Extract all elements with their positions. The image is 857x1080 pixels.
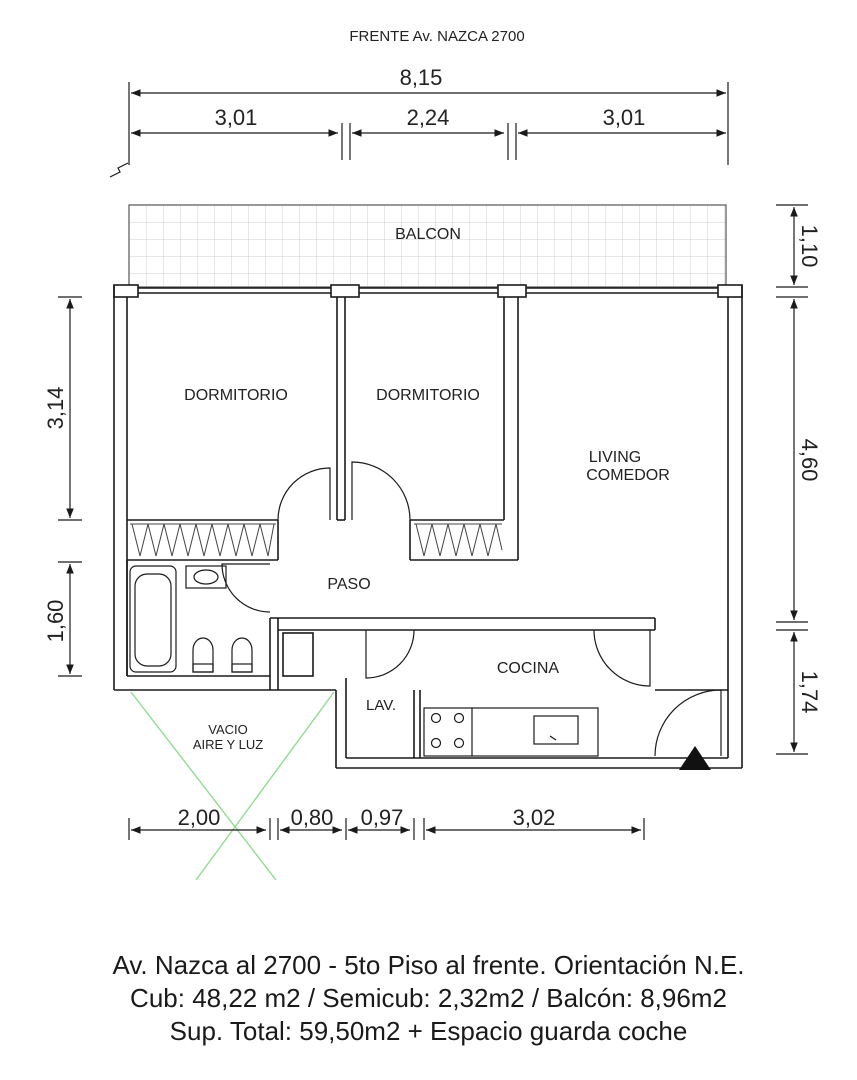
room-label-paso: PASO <box>327 576 371 593</box>
walls <box>114 285 742 768</box>
room-label-lav: LAV. <box>365 697 397 714</box>
void-label-line2: AIRE Y LUZ <box>192 737 264 752</box>
room-label-dormitorio-1: DORMITORIO <box>184 387 288 404</box>
closet-hatching <box>130 524 502 556</box>
dim-top-left: 3,01 <box>214 105 258 130</box>
dim-bottom-c: 0,97 <box>360 805 404 830</box>
room-label-comedor: COMEDOR <box>586 467 670 484</box>
caption-line-2: Cub: 48,22 m2 / Semicub: 2,32m2 / Balcón: 8,96m2 <box>130 983 727 1013</box>
void-light-well <box>131 692 334 880</box>
room-label-balcon: BALCON <box>395 226 461 243</box>
dim-bottom-b: 0,80 <box>290 805 334 830</box>
dim-left-upper: 3,14 <box>43 386 68 430</box>
dim-top-center: 2,24 <box>406 105 450 130</box>
caption-line-1: Av. Nazca al 2700 - 5to Piso al frente. Orientación N.E. <box>112 950 745 980</box>
void-label-line1: VACIO <box>208 722 248 737</box>
room-label-dormitorio-2: DORMITORIO <box>376 387 480 404</box>
dim-bottom-d: 3,02 <box>512 805 556 830</box>
dim-top-right: 3,01 <box>602 105 646 130</box>
dim-total-width: 8,15 <box>399 65 443 90</box>
dim-right-balcony: 1,10 <box>797 224 822 268</box>
caption-line-3: Sup. Total: 59,50m2 + Espacio guarda coche <box>169 1016 688 1046</box>
front-street-label: FRENTE Av. NAZCA 2700 <box>349 28 525 45</box>
dim-left-lower: 1,60 <box>43 599 68 643</box>
dim-right-living: 4,60 <box>797 438 822 482</box>
bathroom-fixtures <box>130 566 252 672</box>
dim-bottom-a: 2,00 <box>177 805 221 830</box>
dim-right-kitchen: 1,74 <box>797 670 822 714</box>
balcony-floor <box>129 205 726 287</box>
room-label-living: LIVING <box>588 449 642 466</box>
kitchen-counter <box>424 708 598 756</box>
room-label-cocina: COCINA <box>496 660 560 677</box>
